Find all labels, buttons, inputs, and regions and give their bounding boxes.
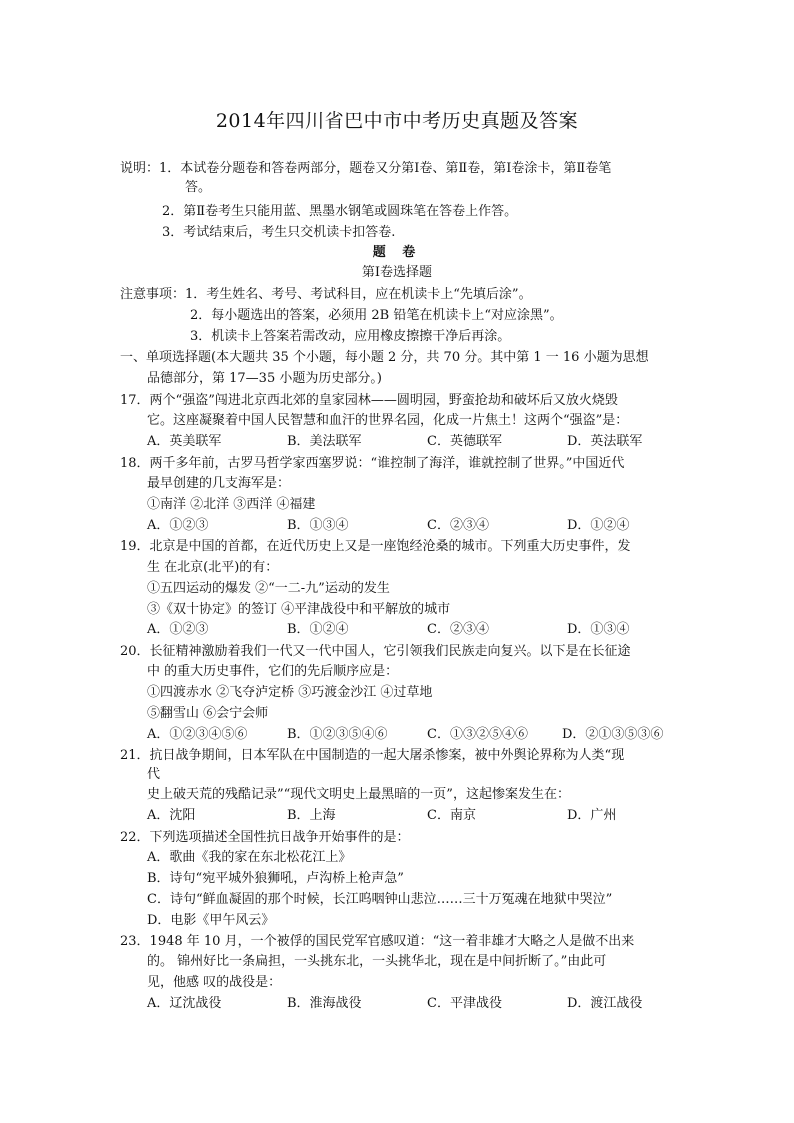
q19-line-1: 19．北京是中国的首都，在近代历史上又是一座饱经沧桑的城市。下列重大历史事件，发 xyxy=(120,539,631,554)
q17-option-a: A．英美联军 xyxy=(147,434,222,449)
q22-option-a: A．歌曲《我的家在东北松花江上》 xyxy=(147,850,352,865)
q22-line-1: 22．下列选项描述全国性抗日战争开始事件的是： xyxy=(120,830,410,845)
part-title: 第Ⅰ卷选择题 xyxy=(361,265,433,280)
q18-line-3: ①南洋 ②北洋 ③西洋 ④福建 xyxy=(147,497,316,512)
q17-line-2: 它。这座凝聚着中国人民智慧和血汗的世界名园，化成一片焦土！这两个“强盗”是： xyxy=(147,413,629,428)
q23-line-1: 23．1948 年 10 月，一个被俘的国民党军官感叹道：“这一着非雄才大略之人是做不出来 xyxy=(120,934,635,949)
q21-option-d: D．广州 xyxy=(567,808,617,823)
q23-option-c: C．平津战役 xyxy=(427,996,502,1011)
q18-line-1: 18．两千多年前，古罗马哲学家西塞罗说：“谁控制了海洋，谁就控制了世界。”中国近代 xyxy=(120,456,625,471)
intro-line-2: 2．第Ⅱ卷考生只能用蓝、黑墨水钢笔或圆珠笔在答卷上作答。 xyxy=(162,204,518,219)
q20-option-a: A．①②③④⑤⑥ xyxy=(147,727,248,742)
page-title: 2014年四川省巴中市中考历史真题及答案 xyxy=(215,110,579,132)
section-one-line-2: 品德部分，第 17—35 小题为历史部分。) xyxy=(147,371,382,386)
q23-option-b: B．淮海战役 xyxy=(287,996,362,1011)
q18-option-c: C．②③④ xyxy=(427,518,489,533)
intro-line-1b: 答。 xyxy=(185,180,212,195)
section-one-line-1: 一、单项选择题(本大题共 35 个小题，每小题 2 分，共 70 分。其中第 1 一 16 小题为思想 xyxy=(120,350,649,365)
q19-line-3: ①五四运动的爆发 ②“一二-九”运动的发生 xyxy=(147,581,390,596)
q20-line-4: ⑤翻雪山 ⑥会宁会师 xyxy=(147,706,269,721)
q23-option-a: A．辽沈战役 xyxy=(147,996,222,1011)
q23-line-2: 的。 锦州好比一条扁担，一头挑东北，一头挑华北，现在是中间折断了。”由此可 xyxy=(147,954,607,969)
q21-line-2: 代 xyxy=(147,767,161,782)
intro-line-3: 3．考试结束后，考生只交机读卡扣答卷. xyxy=(162,225,396,240)
q21-line-3: 史上破天荒的残酷记录”“现代文明史上最黑暗的一页”，这起惨案发生在： xyxy=(147,787,570,802)
q20-line-3: ①四渡赤水 ②飞夺泸定桥 ③巧渡金沙江 ④过草地 xyxy=(147,685,433,700)
q21-option-a: A．沈阳 xyxy=(147,808,196,823)
q19-option-a: A．①②③ xyxy=(147,622,209,637)
notes-line-2: 2．每小题选出的答案，必须用 2B 铅笔在机读卡上“对应涂黑”。 xyxy=(190,308,563,323)
q17-option-b: B．美法联军 xyxy=(287,434,362,449)
q20-line-1: 20．长征精神激励着我们一代又一代中国人，它引领我们民族走向复兴。以下是在长征途 xyxy=(120,644,631,659)
q18-line-2: 最早创建的几支海军是： xyxy=(147,476,291,491)
q20-option-b: B．①②③⑤④⑥ xyxy=(287,727,388,742)
q23-option-d: D．渡江战役 xyxy=(567,996,643,1011)
q20-line-2: 中 的重大历史事件，它们的先后顺序应是： xyxy=(147,664,399,679)
q19-option-c: C．②③④ xyxy=(427,622,489,637)
q21-line-1: 21．抗日战争期间，日本军队在中国制造的一起大屠杀惨案，被中外舆论界称为人类“现 xyxy=(120,748,625,763)
notes-line-3: 3．机读卡上答案若需改动，应用橡皮擦擦干净后再涂。 xyxy=(190,329,511,344)
q19-line-4: ③《双十协定》的签订 ④平津战役中和平解放的城市 xyxy=(147,602,451,617)
q22-option-c: C．诗句“鲜血凝固的那个时候，长江呜咽钟山悲泣……三十万冤魂在地狱中哭泣” xyxy=(147,892,613,907)
q19-line-2: 生 在北京(北平)的有： xyxy=(147,560,279,575)
q23-line-3: 见，他感 叹的战役是： xyxy=(147,975,282,990)
q18-option-a: A．①②③ xyxy=(147,518,209,533)
q18-option-b: B．①③④ xyxy=(287,518,349,533)
notes-line-1: 注意事项：1．考生姓名、考号、考试科目，应在机读卡上“先填后涂”。 xyxy=(120,287,532,302)
q22-option-b: B．诗句“宛平城外狼狮吼，卢沟桥上枪声急” xyxy=(147,871,404,886)
q20-option-c: C．①③②⑤④⑥ xyxy=(427,727,528,742)
q19-option-d: D．①③④ xyxy=(567,622,630,637)
q21-option-b: B．上海 xyxy=(287,808,336,823)
q22-option-d: D．电影《甲午风云》 xyxy=(147,913,275,928)
section-title: 题 卷 xyxy=(372,245,422,260)
q17-option-d: D．英法联军 xyxy=(567,434,643,449)
q21-option-c: C．南京 xyxy=(427,808,476,823)
q18-option-d: D．①②④ xyxy=(567,518,630,533)
q17-line-1: 17．两个“强盗”闯进北京西北郊的皇家园林——圆明园，野蛮抢劫和破坏后又放火烧毁 xyxy=(120,393,618,408)
q17-option-c: C．英德联军 xyxy=(427,434,502,449)
q19-option-b: B．①②④ xyxy=(287,622,349,637)
q20-option-d: D．②①③⑤③⑥ xyxy=(562,727,664,742)
intro-line-1: 说明：1．本试卷分题卷和答卷两部分，题卷又分第Ⅰ卷、第Ⅱ卷，第Ⅰ卷涂卡，第Ⅱ卷笔 xyxy=(120,161,612,176)
